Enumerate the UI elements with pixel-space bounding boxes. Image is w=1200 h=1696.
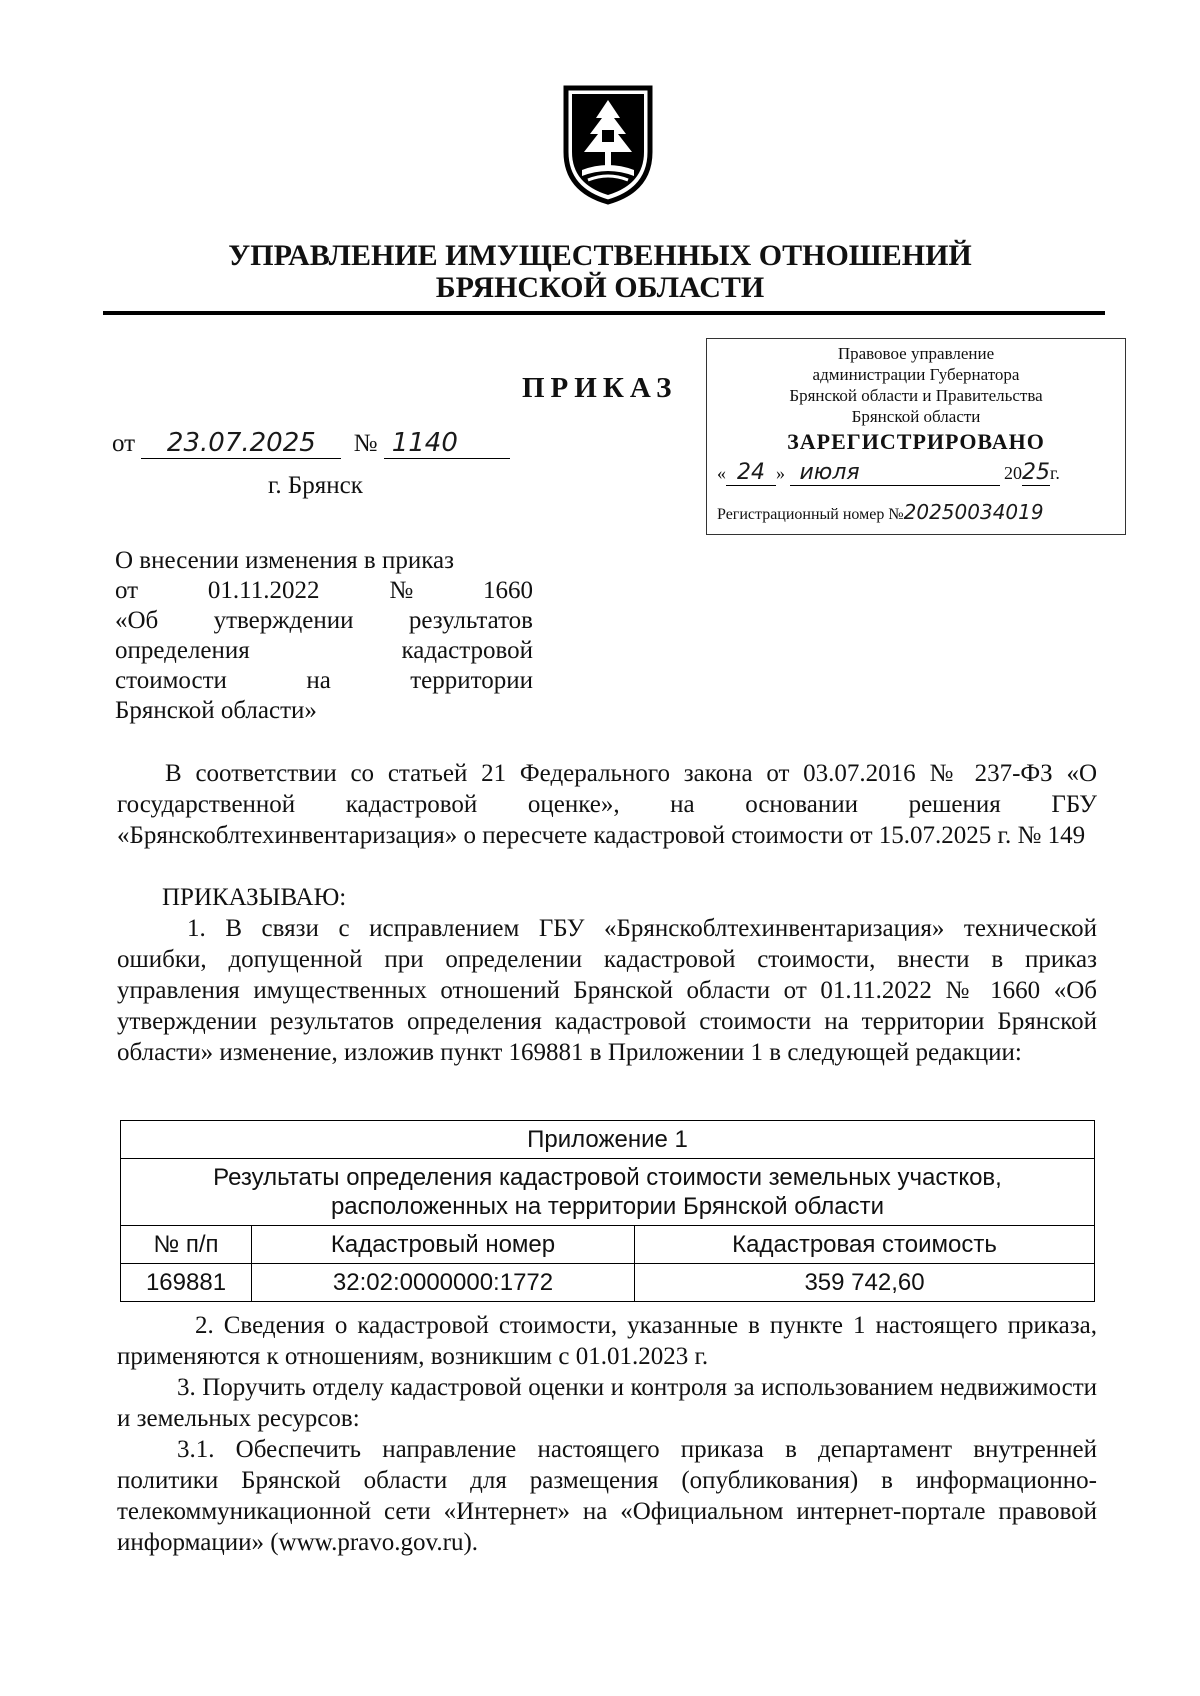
table-subtitle-row xyxy=(121,1159,1095,1226)
table-header-row xyxy=(121,1226,1095,1264)
subject-word: результатов xyxy=(408,607,533,634)
stamp-month: июля xyxy=(790,461,1000,486)
subject-word: стоимости xyxy=(115,667,227,694)
table-caption-row xyxy=(121,1121,1095,1159)
table-subtitle xyxy=(121,1159,1095,1226)
subject-word: территории xyxy=(410,667,533,694)
table-caption: Приложение 1 xyxy=(121,1121,1095,1159)
stamp-reg-label: Регистрационный номер № xyxy=(717,506,904,523)
stamp-reg-value: 20250034019 xyxy=(903,500,1044,524)
subject-word: «Об xyxy=(115,607,159,634)
cadastral-value-table xyxy=(120,1120,1095,1302)
subject-line-2 xyxy=(115,576,533,606)
stamp-line-1: Правовое управление xyxy=(837,344,995,363)
subject-line-5 xyxy=(115,666,533,696)
subject-word: № xyxy=(389,577,414,604)
subject-line-1: О внесении изменения в приказ xyxy=(115,547,454,574)
preamble-paragraph: В соответствии со статьей 21 Федерального закона от 03.07.2016 № 237-ФЗ «О государственной кадастровой оценке», на основании решения ГБУ «Брянскоблтехинвентаризация» о пересчете кадастровой стоимости от 15.07.2025 г. № 149 xyxy=(117,760,1097,849)
subject-word: 1660 xyxy=(482,577,533,604)
org-line-1: УПРАВЛЕНИЕ ИМУЩЕСТВЕННЫХ ОТНОШЕНИЙ xyxy=(228,239,972,272)
subject-line-4 xyxy=(115,636,533,666)
table-subtitle-line-2: расположенных на территории Брянской области xyxy=(330,1193,885,1220)
table-subtitle-line-1: Результаты определения кадастровой стоимости земельных участков, xyxy=(213,1164,1002,1191)
stamp-date: « 24 » июля 2025г. xyxy=(717,460,1060,485)
stamp-line-2: администрации Губернатора xyxy=(812,365,1020,384)
order-word: ПРИКАЗЫВАЮ: xyxy=(162,884,347,911)
header-divider xyxy=(103,311,1105,315)
paragraph-3-1: 3.1. Обеспечить направление настоящего приказа в департамент внутренней политики Брянской области для размещения (опубликования) в информационно-телекоммуникационной сети «Интернет» на «Официальном интернет-портале правовой информации» (www.pravo.gov.ru). xyxy=(117,1436,1097,1556)
registration-stamp xyxy=(706,338,1126,535)
stamp-line-3: Брянской области и Правительства xyxy=(789,386,1043,405)
subject-word: 01.11.2022 xyxy=(207,577,320,604)
stamp-day: 24 xyxy=(726,461,776,486)
coat-of-arms-emblem xyxy=(560,82,656,206)
subject-word: утверждении xyxy=(213,607,354,634)
subject-word: от xyxy=(115,577,139,604)
paragraph-1: 1. В связи с исправлением ГБУ «Брянскоблтехинвентаризация» технической ошибки, допущенной при определении кадастровой стоимости, внести в приказ управления имущественных отношений Брянской области от 01.11.2022 № 1660 «Об утверждении результатов определения кадастровой стоимости на территории Брянской области» изменение, изложив пункт 169881 в Приложении 1 в следующей редакции: xyxy=(117,915,1097,1066)
document-number: 1140 xyxy=(384,428,510,459)
from-label: от xyxy=(112,430,136,457)
subject-word: определения xyxy=(115,637,250,664)
stamp-reg-number xyxy=(717,500,1125,524)
stamp-line-4: Брянской области xyxy=(851,407,981,426)
subject-word: на xyxy=(306,667,331,694)
document-date: 23.07.2025 xyxy=(141,428,341,459)
paragraph-2: 2. Сведения о кадастровой стоимости, указанные в пункте 1 настоящего приказа, применяются к отношениям, возникшим с 01.01.2023 г. xyxy=(117,1312,1097,1370)
stamp-year-suffix: 25 xyxy=(1022,460,1050,485)
org-line-2: БРЯНСКОЙ ОБЛАСТИ xyxy=(435,271,765,304)
column-header: Кадастровая стоимость xyxy=(635,1226,1095,1264)
number-label: № xyxy=(353,430,378,457)
order-subject xyxy=(115,546,533,726)
table-cell: 169881 xyxy=(121,1264,252,1302)
stamp-registered: ЗАРЕГИСТРИРОВАНО xyxy=(787,429,1045,454)
stamp-year-prefix: 20 xyxy=(1004,463,1022,483)
table-cell: 359 742,60 xyxy=(635,1264,1095,1302)
subject-line-3 xyxy=(115,606,533,636)
organization-name xyxy=(0,240,1200,304)
table-cell: 32:02:0000000:1772 xyxy=(252,1264,635,1302)
paragraph-3: 3. Поручить отделу кадастровой оценки и контроля за использованием недвижимости и земельных ресурсов: xyxy=(117,1374,1097,1432)
subject-line-6: Брянской области» xyxy=(115,697,317,724)
stamp-year-g: г. xyxy=(1050,463,1060,483)
subject-word: кадастровой xyxy=(401,637,533,664)
city: г. Брянск xyxy=(268,472,363,499)
column-header: № п/п xyxy=(121,1226,252,1264)
column-header: Кадастровый номер xyxy=(252,1226,635,1264)
document-date-number xyxy=(112,428,510,459)
table-row xyxy=(121,1264,1095,1302)
document-type: ПРИКАЗ xyxy=(522,372,678,404)
